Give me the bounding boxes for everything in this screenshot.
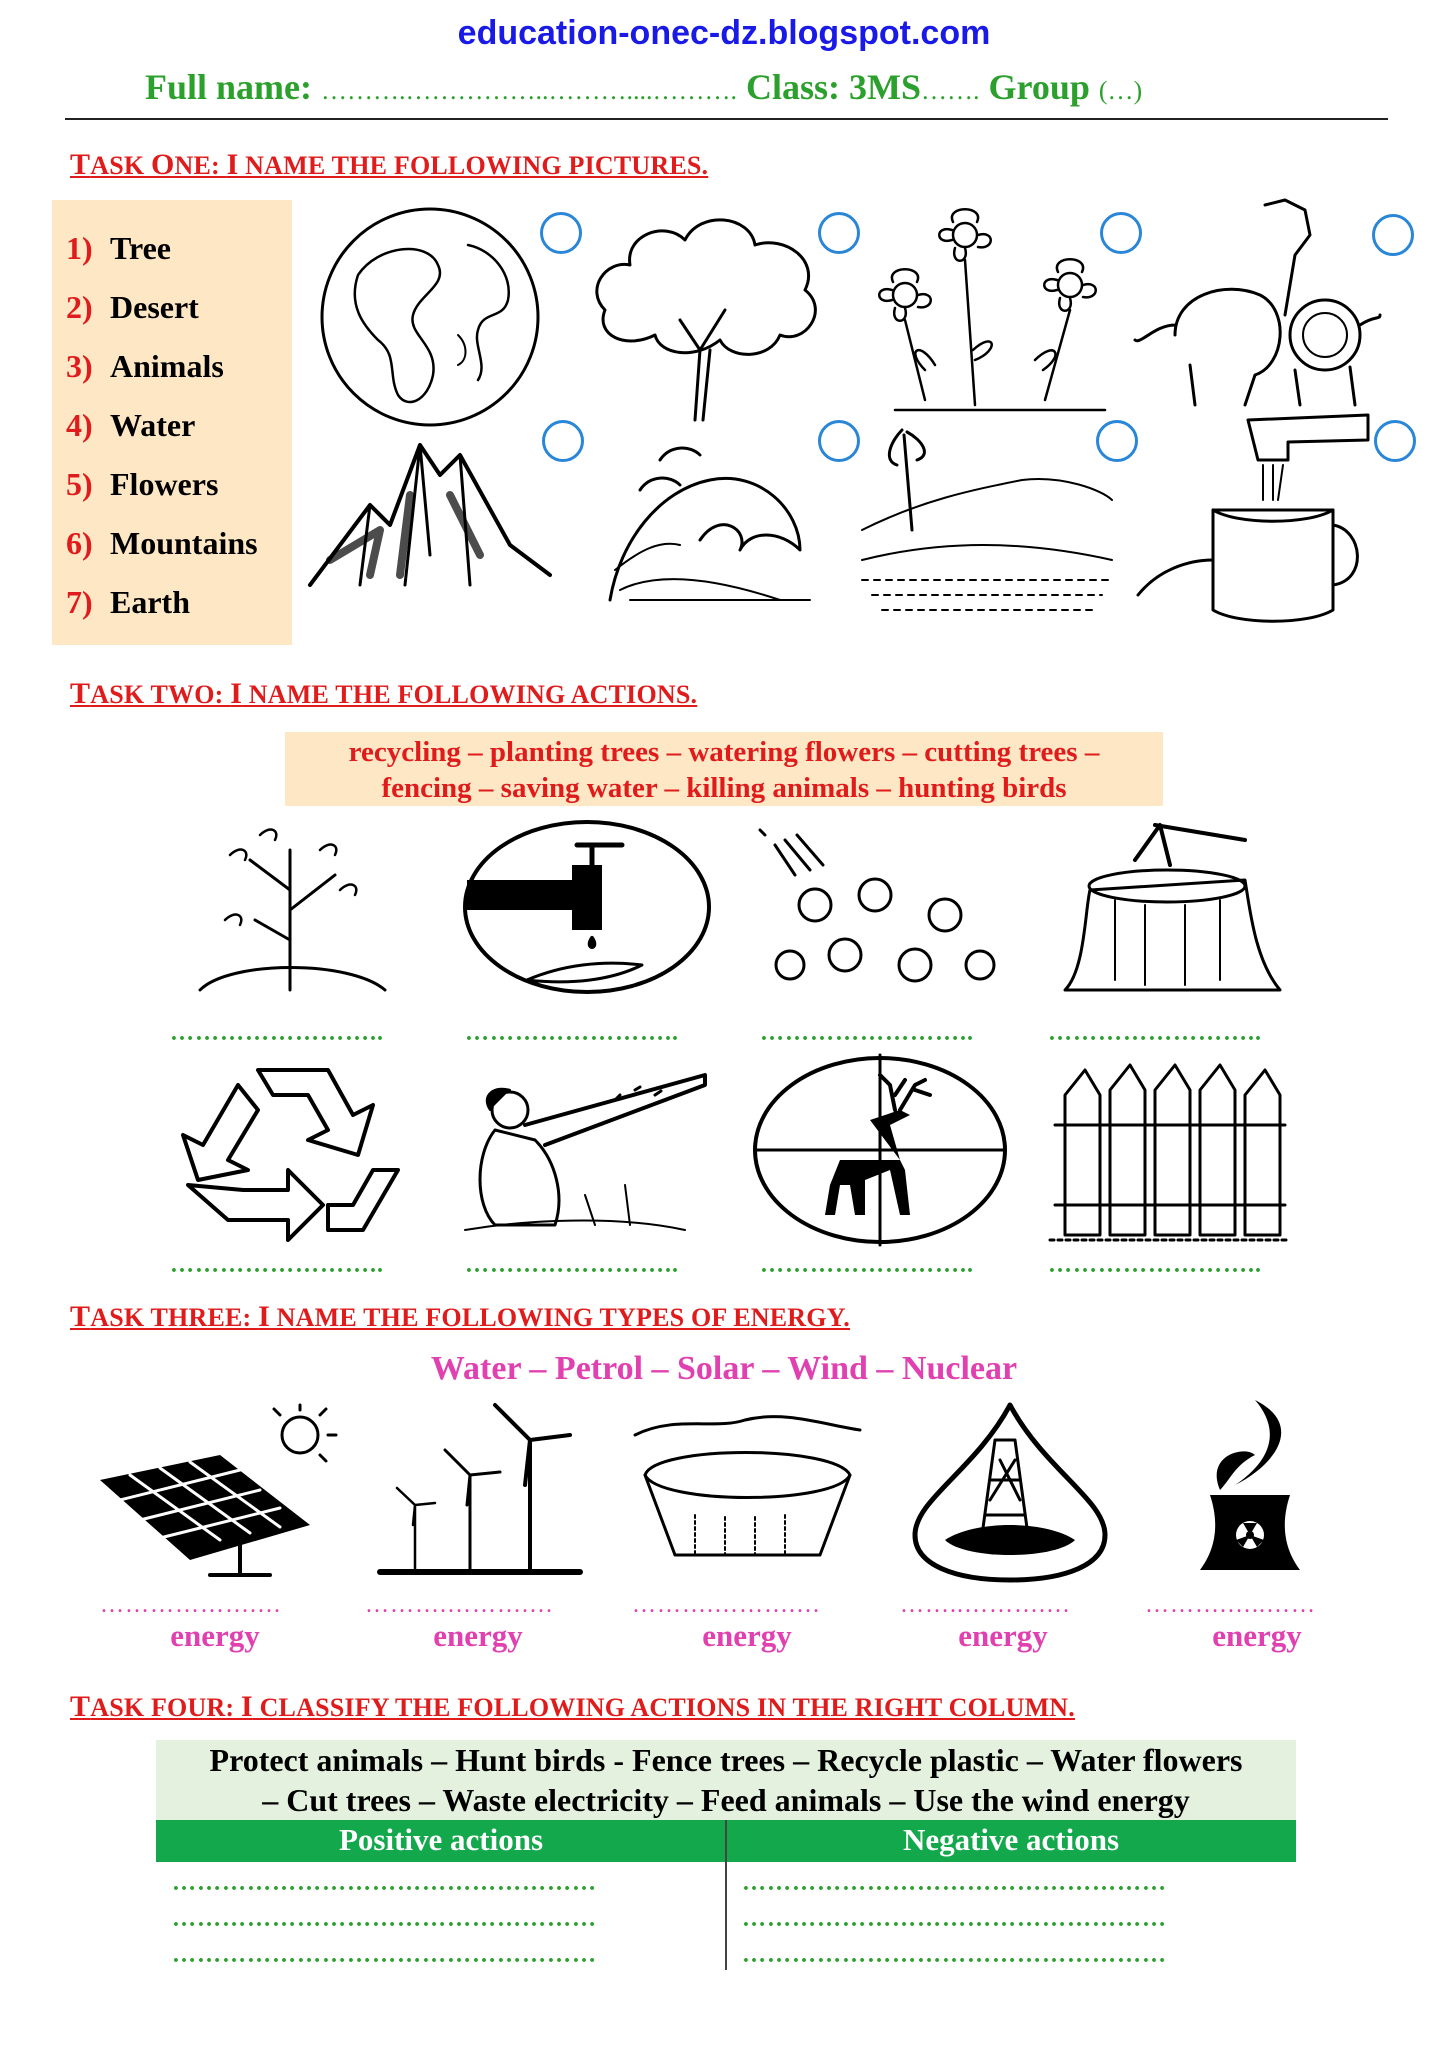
negative-answer-line[interactable]: ……………………………………………	[742, 1942, 1167, 1968]
saving-water-icon	[462, 820, 712, 995]
energy-blank[interactable]: ……….…..……	[1145, 1592, 1316, 1618]
positive-answer-line[interactable]: ……………………………………………	[172, 1906, 597, 1932]
class-blank[interactable]: …….	[921, 76, 980, 105]
task-three-word-bank: Water – Petrol – Solar – Wind – Nuclear	[430, 1350, 1018, 1387]
positive-actions-header: Positive actions	[338, 1822, 544, 1857]
task-two-title: TASK TWO: I NAME THE FOLLOWING ACTIONS.	[70, 677, 698, 710]
answer-blank[interactable]: ……………………..	[465, 1020, 679, 1046]
task-three-title: TASK THREE: I NAME THE FOLLOWING TYPES OF ENERGY.	[70, 1300, 850, 1333]
site-url[interactable]: education-onec-dz.blogspot.com	[457, 14, 991, 52]
list-item: 1) Tree	[66, 230, 171, 266]
animals-icon	[1135, 195, 1385, 415]
dam-icon	[635, 1405, 865, 1575]
planting-tree-icon	[170, 820, 410, 995]
killing-animals-icon	[750, 1050, 1010, 1250]
answer-circle[interactable]	[540, 212, 582, 254]
wind-turbines-icon	[375, 1400, 585, 1580]
energy-blank[interactable]: ……….……….…	[632, 1592, 821, 1618]
energy-label: energy	[702, 1618, 792, 1653]
cutting-trees-icon	[1045, 820, 1295, 1000]
task-two-word-bank: recycling – planting trees – watering flowers – cutting trees – fencing – saving water – killing animals – hunting birds	[285, 732, 1163, 806]
fence-icon	[1050, 1055, 1290, 1245]
energy-label: energy	[1212, 1618, 1302, 1653]
group-blank[interactable]: (…)	[1098, 76, 1143, 105]
negative-answer-line[interactable]: ……………………………………………	[742, 1870, 1167, 1896]
energy-blank[interactable]: ……..……….…	[900, 1592, 1071, 1618]
task-four-title: TASK FOUR: I CLASSIFY THE FOLLOWING ACTIONS IN THE RIGHT COLUMN.	[70, 1690, 1075, 1723]
task-one-title: TASK ONE: I NAME THE FOLLOWING PICTURES.	[70, 148, 709, 181]
list-item: 7) Earth	[66, 584, 190, 620]
negative-actions-header: Negative actions	[902, 1822, 1120, 1857]
watering-flowers-icon	[755, 825, 1005, 995]
answer-blank[interactable]: ……………………..	[760, 1020, 974, 1046]
full-name-label: Full name:	[145, 67, 312, 107]
answer-blank[interactable]: ……………………..	[1048, 1252, 1262, 1278]
full-name-blank[interactable]: ……….……………..………....……….	[321, 76, 737, 105]
mountains-icon	[310, 435, 560, 595]
answer-blank[interactable]: ……………………..	[760, 1252, 974, 1278]
tap-water-icon	[1138, 410, 1388, 630]
earth-icon	[318, 205, 543, 430]
wave-icon	[600, 430, 830, 610]
list-item: 2) Desert	[66, 289, 199, 325]
energy-label: energy	[433, 1618, 523, 1653]
recycling-icon	[178, 1060, 408, 1240]
answer-blank[interactable]: ……………………..	[465, 1252, 679, 1278]
list-item: 3) Animals	[66, 348, 224, 384]
answer-blank[interactable]: ……………………..	[1048, 1020, 1262, 1046]
list-item: 6) Mountains	[66, 525, 258, 561]
oil-rig-icon	[905, 1400, 1115, 1585]
negative-answer-line[interactable]: ……………………………………………	[742, 1906, 1167, 1932]
energy-blank[interactable]: ……….……….…	[365, 1592, 554, 1618]
hunting-birds-icon	[465, 1065, 715, 1245]
answer-blank[interactable]: ……………………..	[170, 1252, 384, 1278]
answer-blank[interactable]: ……………………..	[170, 1020, 384, 1046]
group-label: Group	[988, 67, 1090, 107]
tree-icon	[585, 200, 830, 425]
vocabulary-list	[52, 200, 292, 645]
energy-label: energy	[170, 1618, 260, 1653]
positive-answer-line[interactable]: ……………………………………………	[172, 1942, 597, 1968]
column-divider	[725, 1820, 727, 1970]
desert-icon	[862, 420, 1112, 620]
flowers-icon	[865, 200, 1115, 425]
name-class-bar	[65, 66, 1388, 120]
task-four-word-bank: Protect animals – Hunt birds - Fence trees – Recycle plastic – Water flowers – Cut trees – Waste electricity – Feed animals – Use the wind energy	[156, 1740, 1296, 1820]
list-item: 4) Water	[66, 407, 196, 443]
positive-answer-line[interactable]: ……………………………………………	[172, 1870, 597, 1896]
solar-panel-icon	[100, 1405, 340, 1580]
class-label: Class: 3MS	[746, 67, 922, 107]
list-item: 5) Flowers	[66, 466, 219, 502]
energy-blank[interactable]: ……………….…	[100, 1592, 282, 1618]
nuclear-plant-icon	[1165, 1395, 1335, 1575]
energy-label: energy	[958, 1618, 1048, 1653]
